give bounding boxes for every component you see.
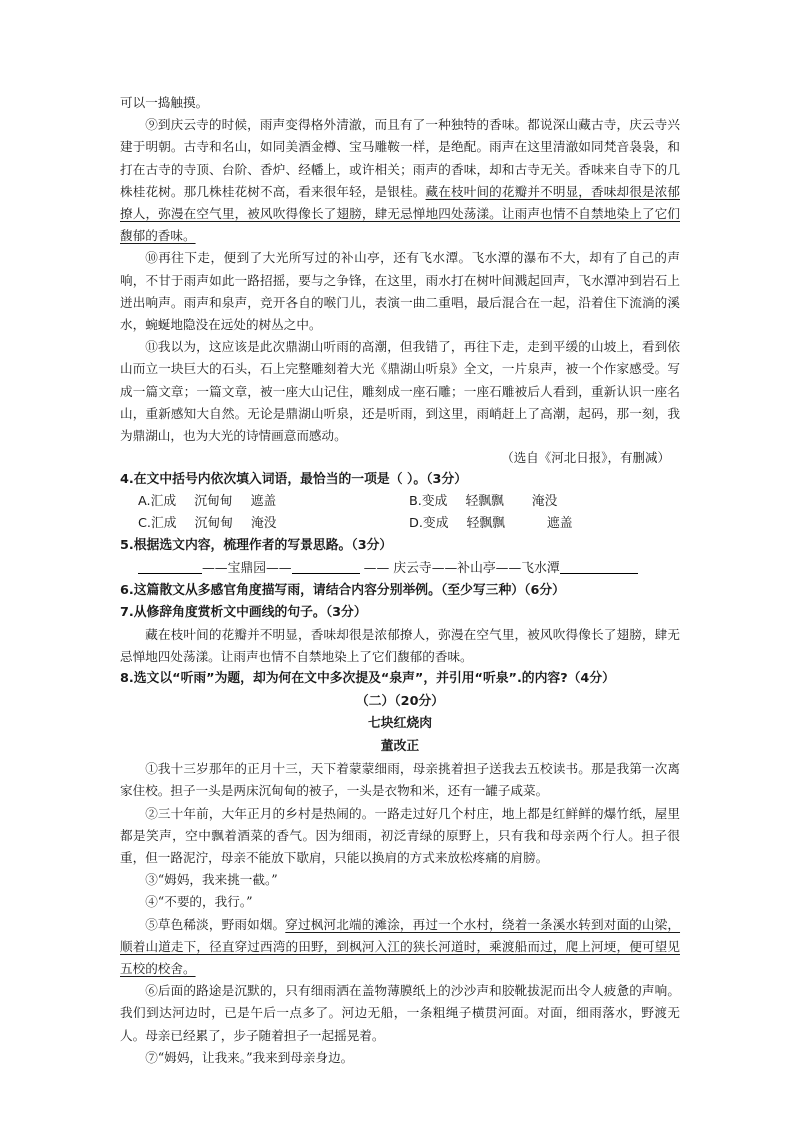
paragraph-11: ⑪我以为，这应该是此次鼎湖山听雨的高潮，但我错了，再往下走，走到平缓的山坡上，看到依山而立一块巨大的石头，石上完整雕刻着大光《鼎湖山听泉》全文，一片泉声，被一个作家感受。写成一篇文章；一篇文章，被一座大山记住，雕刻成一座石雕；一座石雕被后人看到，重新认识一座名山，重新感知大自然。无论是鼎湖山听泉，还是听雨，到这里，雨峭赶上了高潮，起码，那一刻，我为鼎湖山，也为大光的诗情画意而感动。: [120, 339, 680, 444]
question-7-quote: 藏在枝叶间的花瓣并不明显，香味却很是浓郁撩人，弥漫在空气里，被风吹得像长了翅膀，肆无忌惮地四处荡漾。让雨声也情不自禁地染上了它们馥郁的香味。: [120, 627, 680, 665]
story-paragraph-4: ④“不要的，我行。”: [145, 894, 253, 910]
story-paragraph-6: ⑥后面的路途是沉默的，只有细雨洒在盖物薄膜纸上的沙沙声和胶靴拔泥而出令人疲惫的声响。我们到达河边时，已是午后一点多了。河边无船，一条粗绳子横贯河面。对面，细雨落水，野渡无人。母亲已经累了，步子随着担子一起摇晃着。: [120, 983, 680, 1043]
option-a-word-1: A.汇成: [138, 494, 177, 510]
underlined-sentence: 藏在枝叶间的花瓣并不明显，香味却很是浓郁撩人，弥漫在空气里，被风吹得像长了翅膀，肆无忌惮地四处荡漾。让雨声也情不自禁地染上了它们馥郁的香味。: [120, 183, 681, 244]
option-a-word-3: 遮盖: [250, 494, 277, 510]
source-note: （选自《河北日报》，有删减）: [501, 450, 670, 466]
question-7: 7.从修辞角度赏析文中画线的句子。（3分）: [120, 604, 367, 620]
story-underlined-sentence: 穿过枫河北端的滩涂，再过一个水村，绕着一条溪水转到对面的山梁，顺着山道走下，径直穿过西湾的田野，到枫河入江的狭长河道时，乘渡船而过，爬上河埂，便可望见五校的校舍。: [120, 916, 681, 976]
story-paragraph-5-text: ⑤草色稀淡，野雨如烟。: [145, 916, 286, 932]
option-d-word-1: D.变成: [409, 516, 449, 532]
passage-fragment: 可以一捣触摸。: [120, 95, 209, 110]
option-b-word-2: 轻飘飘: [465, 494, 504, 510]
answer-blank-3[interactable]: [560, 559, 638, 574]
article-title: 七块红烧肉: [368, 716, 432, 732]
story-paragraph-2: ②三十年前，大年正月的乡村是热闹的。一路走过好几个村庄，地上都是红鲜鲜的爆竹纸，屋里都是笑声，空中飘着酒菜的香气。因为细雨，初泛青绿的原野上，只有我和母亲两个行人。担子很重，但一路泥泞，母亲不能放下歇肩，只能以换肩的方式来放松疼痛的肩膀。: [120, 805, 680, 865]
question-5: 5.根据选文内容，梳理作者的写景思路。（3分）: [120, 538, 393, 554]
option-a: [138, 491, 409, 513]
option-b-word-3: 淹没: [531, 494, 558, 510]
option-c-word-2: 沉甸甸: [194, 516, 233, 532]
paragraph-10: ⑩再往下走，便到了大光所写过的补山亭，还有飞水潭。飞水潭的瀑布不大，却有了自己的声响，不甘于雨声如此一路招摇，要与之争锋，在这里，雨水打在树叶间溅起回声，飞水潭冲到岩石上迸出响声。雨声和泉声，竞开各自的喉门儿，表演一曲二重唱，最后混合在一起，沿着住下流淌的溪水，蜿蜒地隐没在远处的树丛之中。: [120, 250, 680, 333]
option-d-word-2: 轻飘飘: [466, 516, 505, 532]
article-author: 董改正: [380, 738, 420, 754]
answer-blank-1[interactable]: [138, 559, 202, 574]
option-c: [138, 513, 409, 535]
option-c-word-3: 淹没: [251, 516, 277, 532]
section-heading: （二）（20分）: [355, 693, 445, 709]
option-d: [409, 513, 680, 535]
question-5-answer-line: [120, 558, 680, 580]
route-part-1: ——宝鼎园——: [202, 560, 292, 576]
paragraph-9: [120, 114, 680, 247]
option-b: [409, 491, 680, 513]
option-c-word-1: C.汇成: [138, 516, 177, 532]
story-paragraph-7: ⑦“姆妈，让我来。”我来到母亲身边。: [145, 1049, 354, 1065]
option-a-word-2: 沉甸甸: [194, 494, 233, 510]
story-paragraph-3: ③“姆妈，我来挑一截。”: [145, 872, 278, 888]
route-part-2: —— 庆云寺——补山亭——飞水潭: [359, 560, 560, 576]
option-d-word-3: 遮盖: [546, 516, 573, 532]
option-b-word-1: B.变成: [409, 494, 448, 510]
document-page: [120, 92, 680, 1069]
answer-blank-2[interactable]: [292, 559, 360, 574]
question-4-options: [120, 491, 680, 535]
story-paragraph-1: ①我十三岁那年的正月十三，天下着蒙蒙细雨，母亲挑着担子送我去五校读书。那是我第一次离家住校。担子一头是两床沉甸甸的被子，一头是衣物和米，还有一罐子咸菜。: [120, 761, 680, 799]
question-8: 8.选文以“听雨”为题，却为何在文中多次提及“泉声”，并引用“听泉”.的内容?（4分）: [120, 671, 615, 687]
paragraph-9-text: ⑨到庆云寺的时候，雨声变得格外清澈，而且有了一种独特的香味。都说深山藏古寺，庆云寺兴建于明朝。古寺和名山，如同美酒金樽、宝马雕鞍一样，是绝配。雨声在这里清澈如同梵音袅袅，和打在古寺的寺顶、台阶、香炉、经幡上，或许相关；雨声的香味，却和古寺无关。香味来自寺下的几株桂花树。那几株桂花树不高，看来很年轻，是银桂。: [120, 117, 680, 199]
question-6: 6.这篇散文从多感官角度描写雨，请结合内容分别举例。（至少写三种）（6分）: [120, 582, 565, 598]
story-paragraph-5: [120, 914, 680, 981]
question-4: 4.在文中括号内依次填入词语，最恰当的一项是（ ）。（3分）: [120, 472, 468, 488]
